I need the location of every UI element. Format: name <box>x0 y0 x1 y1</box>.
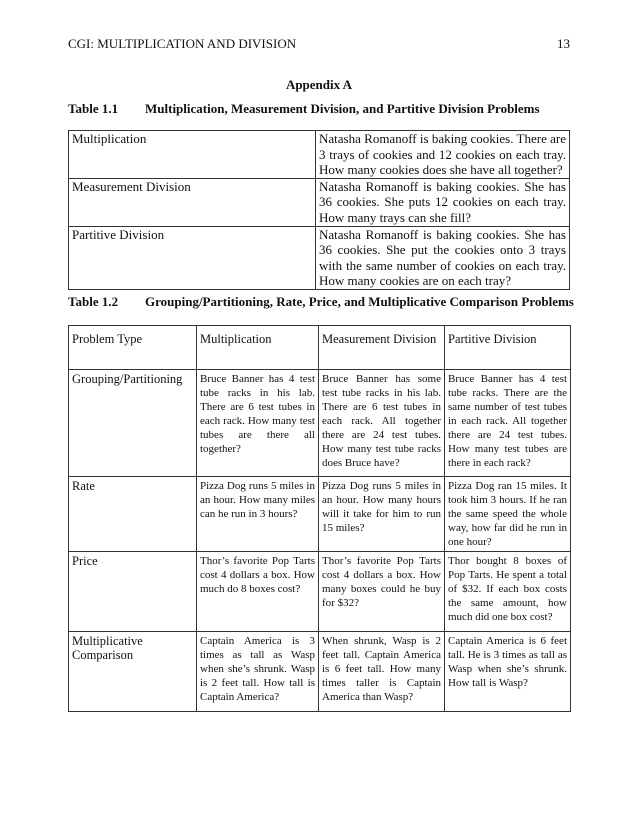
table2-caption <box>68 294 574 310</box>
table-row <box>69 632 571 712</box>
running-title: CGI: MULTIPLICATION AND DIVISION <box>68 36 297 51</box>
table-cell-measurement: Bruce Banner has some test tube racks in his lab. There are 6 test tubes in each rack. All together there are 24 test tubes. How many test tube racks does Bruce have? <box>319 370 445 477</box>
table-cell-problem: Natasha Romanoff is baking cookies. She has 36 cookies. She puts 12 cookies on each tray. How many trays can she fill? <box>316 178 570 226</box>
table-row <box>69 226 570 289</box>
column-header: Multiplication <box>197 326 319 370</box>
table-cell-problem: Natasha Romanoff is baking cookies. There are 3 trays of cookies and 12 cookies on each tray. How many cookies does she have all together? <box>316 131 570 179</box>
table-row <box>69 477 571 552</box>
table-row <box>69 552 571 632</box>
table-header-row <box>69 326 571 370</box>
table-cell-problem: Natasha Romanoff is baking cookies. She has 36 cookies. She put the cookies onto 3 trays with the same number of cookies on each tray. How many cookies are on each tray? <box>316 226 570 289</box>
table-cell-type: Measurement Division <box>69 178 316 226</box>
table1-caption <box>68 101 540 117</box>
table-row <box>69 370 571 477</box>
table-cell-partitive: Captain America is 6 feet tall. He is 3 times as tall as Wasp when she’s shrunk. How tall is Wasp? <box>445 632 571 712</box>
table-cell-multiplication: Thor’s favorite Pop Tarts cost 4 dollars a box. How much do 8 boxes cost? <box>197 552 319 632</box>
running-header <box>68 36 570 52</box>
table-cell-measurement: Thor’s favorite Pop Tarts cost 4 dollars a box. How many boxes could he buy for $32? <box>319 552 445 632</box>
column-header: Measurement Division <box>319 326 445 370</box>
table-cell-multiplication: Pizza Dog runs 5 miles in an hour. How many miles can he run in 3 hours? <box>197 477 319 552</box>
table-cell-measurement: Pizza Dog runs 5 miles in an hour. How many hours will it take for him to run 15 miles? <box>319 477 445 552</box>
table-cell-type: Grouping/Partitioning <box>69 370 197 477</box>
table-cell-type: Rate <box>69 477 197 552</box>
table-cell-type: Multiplication <box>69 131 316 179</box>
table-cell-multiplication: Bruce Banner has 4 test tube racks in his lab. There are 6 test tubes in each rack. How many test tubes are there all together? <box>197 370 319 477</box>
table-cell-partitive: Pizza Dog ran 15 miles. It took him 3 hours. If he ran the same speed the whole way, how far did he run in one hour? <box>445 477 571 552</box>
column-header: Partitive Division <box>445 326 571 370</box>
table-cell-type: Partitive Division <box>69 226 316 289</box>
page-number: 13 <box>557 36 570 51</box>
table-cell-measurement: When shrunk, Wasp is 2 feet tall. Captain America is 6 feet tall. How many times taller is Captain America than Wasp? <box>319 632 445 712</box>
table-cell-type: Multiplicative Comparison <box>69 632 197 712</box>
table2-caption-text: Grouping/Partitioning, Rate, Price, and Multiplicative Comparison Problems <box>145 294 574 309</box>
column-header: Problem Type <box>69 326 197 370</box>
table-cell-multiplication: Captain America is 3 times as tall as Wasp when she’s shrunk. Wasp is 2 feet tall. How tall is Captain America? <box>197 632 319 712</box>
table1 <box>68 130 570 290</box>
appendix-title: Appendix A <box>285 77 353 92</box>
table2-number: Table 1.2 <box>68 294 119 309</box>
table1-caption-text: Multiplication, Measurement Division, and Partitive Division Problems <box>145 101 540 116</box>
table-cell-partitive: Thor bought 8 boxes of Pop Tarts. He spent a total of $32. If each box costs the same amount, how much did one box cost? <box>445 552 571 632</box>
table-cell-partitive: Bruce Banner has 4 test tube racks. There are the same number of test tubes in each rack. All together there are 24 test tubes. How many test tubes are there in each rack? <box>445 370 571 477</box>
table1-number: Table 1.1 <box>68 101 119 116</box>
table-row <box>69 131 570 179</box>
table-row <box>69 178 570 226</box>
table2 <box>68 325 571 712</box>
table-cell-type: Price <box>69 552 197 632</box>
